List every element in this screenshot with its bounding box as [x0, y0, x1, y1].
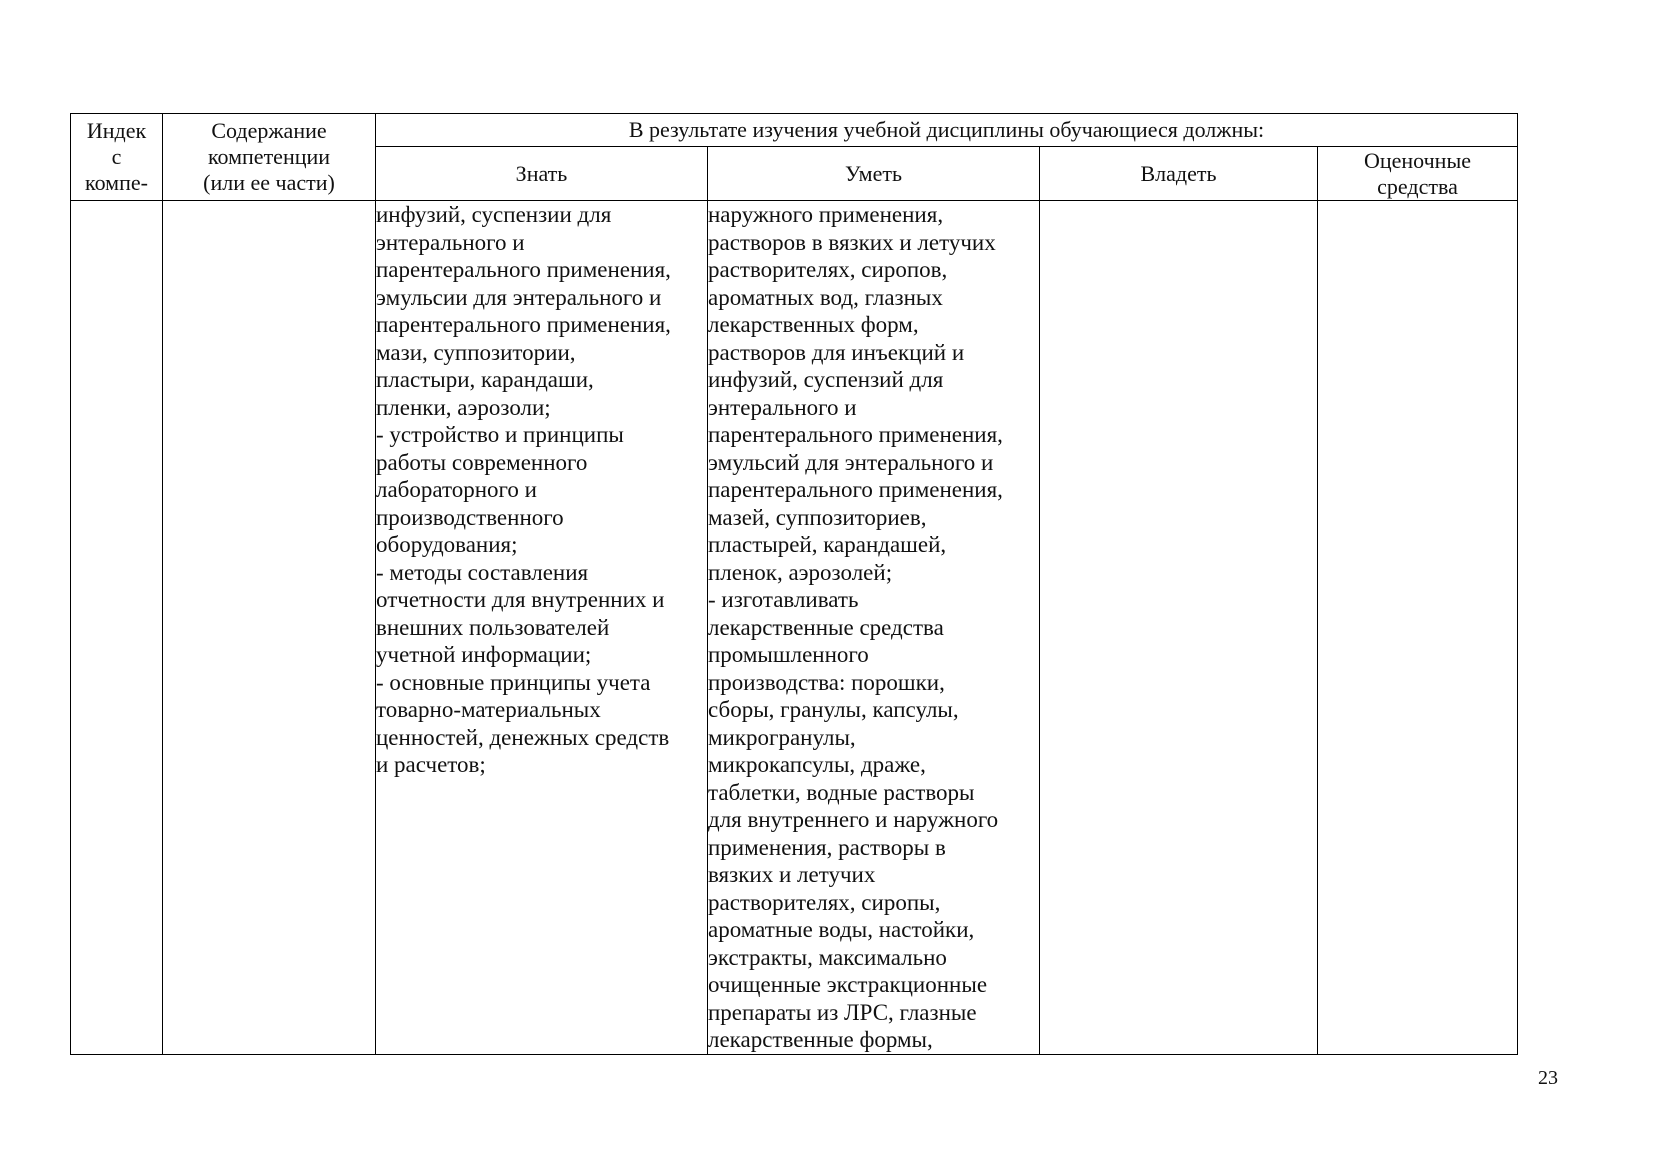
text-line: внешних пользователей: [376, 614, 610, 640]
text-line: производства: порошки,: [708, 669, 945, 695]
cell-able: [708, 201, 1040, 1055]
text-line: растворов для инъекций и: [708, 339, 965, 365]
text-line: эмульсий для энтерального и: [708, 449, 994, 475]
text-line: для внутреннего и наружного: [708, 807, 999, 832]
text-line: применения, растворы в: [708, 834, 946, 860]
text-line: товарно-материальных: [376, 697, 601, 722]
text-line: мази, суппозитории,: [376, 339, 576, 365]
know-text: [376, 201, 707, 779]
header-able: Уметь: [708, 147, 1040, 201]
text-line: учетной информации;: [376, 642, 592, 667]
text-line: парентерального применения,: [376, 257, 671, 282]
text-line: эмульсии для энтерального и: [376, 284, 662, 310]
text-line: таблетки, водные растворы: [708, 779, 975, 805]
text-line: отчетности для внутренних и: [376, 587, 665, 612]
text-line: микрокапсулы, драже,: [708, 752, 926, 777]
header-content-line: компетенции: [207, 144, 331, 169]
text-line: парентерального применения,: [376, 312, 671, 337]
header-results: В результате изучения учебной дисциплины обучающиеся должны:: [376, 114, 1518, 147]
text-line: оборудования;: [376, 532, 518, 557]
text-line: растворителях, сиропов,: [708, 257, 948, 282]
cell-possess: [1040, 201, 1318, 1055]
text-line: энтерального и: [376, 229, 525, 255]
header-assessment-line: средства: [1377, 173, 1458, 199]
text-line: наружного применения,: [708, 202, 944, 227]
text-line: ценностей, денежных средств: [376, 724, 670, 750]
competence-table: [70, 113, 1518, 1055]
cell-content: [163, 201, 376, 1055]
cell-index: [71, 201, 163, 1055]
cell-know: [376, 201, 708, 1055]
text-line: работы современного: [376, 449, 588, 475]
text-line: сборы, гранулы, капсулы,: [708, 697, 959, 722]
text-line: производственного: [376, 504, 564, 530]
text-line: микрогранулы,: [708, 724, 856, 750]
header-index: [71, 114, 163, 201]
text-line: пленки, аэрозоли;: [376, 394, 551, 420]
text-line: и расчетов;: [376, 752, 486, 777]
header-index-line: с: [111, 144, 122, 169]
able-text: [708, 201, 1039, 1054]
text-line: препараты из ЛРС, глазные: [708, 999, 977, 1025]
text-line: лекарственных форм,: [708, 312, 919, 337]
text-line: - устройство и принципы: [376, 422, 624, 447]
text-line: энтерального и: [708, 394, 857, 420]
header-content: [163, 114, 376, 201]
header-index-line: компе-: [85, 170, 148, 195]
text-line: лекарственные средства: [708, 614, 944, 640]
header-assessment: [1318, 147, 1518, 201]
text-line: парентерального применения,: [708, 477, 1003, 502]
text-line: лекарственные формы,: [708, 1027, 933, 1052]
text-line: - основные принципы учета: [376, 669, 651, 695]
text-line: вязких и летучих: [708, 862, 876, 887]
text-line: - методы составления: [376, 559, 589, 585]
text-line: ароматные воды, настойки,: [708, 917, 975, 942]
header-possess: Владеть: [1040, 147, 1318, 201]
text-line: растворителях, сиропы,: [708, 889, 941, 915]
table-row: [71, 201, 1518, 1055]
text-line: пластырей, карандашей,: [708, 532, 947, 557]
text-line: промышленного: [708, 642, 869, 667]
text-line: ароматных вод, глазных: [708, 284, 943, 310]
text-line: лабораторного и: [376, 477, 537, 502]
text-line: мазей, суппозиториев,: [708, 504, 927, 530]
text-line: пленок, аэрозолей;: [708, 559, 893, 585]
text-line: инфузий, суспензий для: [708, 367, 944, 392]
text-line: пластыри, карандаши,: [376, 367, 594, 392]
header-assessment-line: Оценочные: [1363, 147, 1471, 173]
text-line: парентерального применения,: [708, 422, 1003, 447]
cell-assessment: [1318, 201, 1518, 1055]
header-know: Знать: [376, 147, 708, 201]
text-line: растворов в вязких и летучих: [708, 229, 996, 255]
text-line: инфузий, суспензии для: [376, 202, 612, 227]
text-line: очищенные экстракционные: [708, 972, 988, 997]
page-number: 23: [1538, 1067, 1558, 1089]
text-line: - изготавливать: [708, 587, 859, 612]
header-index-line: Индек: [86, 118, 147, 143]
header-content-line: (или ее части): [203, 170, 335, 195]
text-line: экстракты, максимально: [708, 944, 947, 970]
header-content-line: Содержание: [211, 118, 327, 143]
